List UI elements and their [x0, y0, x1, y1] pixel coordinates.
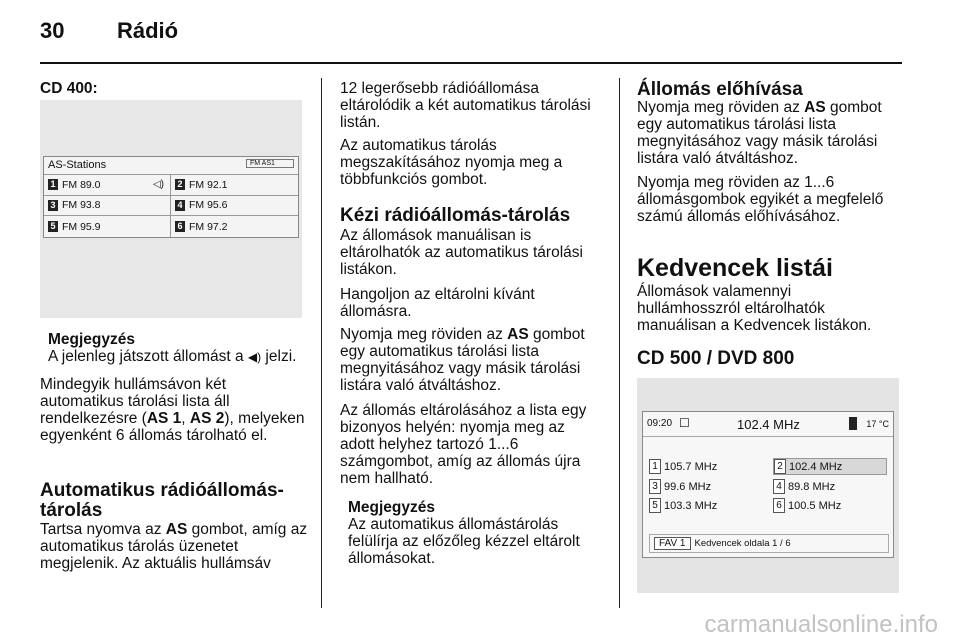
cd500-display — [642, 411, 894, 558]
station-list — [649, 458, 887, 513]
manual-store-heading: Kézi rádióállomás-tárolás — [340, 205, 571, 226]
as-stations-title: AS-Stations — [48, 159, 107, 171]
watermark: carmanualsonline.info — [704, 611, 938, 638]
station-label: FM 95.6 — [189, 199, 228, 212]
station-label: 100.5 MHz — [788, 499, 842, 512]
thermometer-icon — [849, 417, 857, 430]
speaker-icon: ◁) — [152, 179, 164, 191]
para-press-as — [340, 326, 602, 394]
station-5[interactable] — [44, 216, 171, 237]
station-num: 5 — [48, 221, 58, 232]
station-label: FM 89.0 — [62, 178, 101, 191]
station-3[interactable] — [44, 196, 171, 217]
as-label: AS — [804, 99, 826, 116]
para-favourites: Állomások valamennyi hullámhosszról eltárolhatók manuálisan a Kedvencek listákon. — [637, 283, 872, 334]
column-divider-1 — [321, 78, 322, 608]
as-tag: FM AS1 — [246, 159, 294, 168]
station-2-selected[interactable] — [773, 458, 887, 475]
note-text-pre: A jelenleg játszott állomást a — [48, 348, 248, 365]
station-num: 4 — [773, 479, 785, 494]
para-recall — [637, 99, 902, 167]
text-run: Mindegyik hullámsávon két automatikus tárolási lista áll rendelkezésre ( — [40, 376, 230, 427]
as1-label: AS 1 — [146, 410, 182, 427]
station-label: FM 93.8 — [62, 199, 101, 212]
cd500-heading: CD 500 / DVD 800 — [637, 348, 795, 369]
station-num: 2 — [175, 179, 185, 190]
station-num: 6 — [175, 221, 185, 232]
station-num: 2 — [774, 459, 786, 474]
text-run: gombot egy automatikus tárolási lista megnyitásához vagy másik tárolási listára való átváltáshoz. — [340, 326, 585, 394]
para-recall-buttons: Nyomja meg röviden az 1...6 állomásgombok egyikét a megfelelő számú állomás előhívásához. — [637, 174, 884, 225]
station-label: 105.7 MHz — [664, 460, 718, 473]
station-6[interactable] — [171, 216, 298, 237]
text-run: Nyomja meg röviden az — [340, 326, 508, 343]
heading-line-2: tárolás — [40, 500, 103, 521]
phone-icon: ☐ — [679, 416, 690, 430]
as-label: AS — [165, 521, 188, 538]
station-label: FM 95.9 — [62, 220, 101, 233]
station-label: 89.8 MHz — [788, 480, 836, 493]
speaker-icon: ◀) — [247, 350, 262, 364]
text-run: ), melyeken egyenként 6 állomás tárolható el. — [40, 410, 305, 444]
fav-button[interactable]: FAV 1 — [654, 537, 691, 550]
temperature: 17 °C — [866, 419, 889, 429]
station-num: 5 — [649, 498, 661, 513]
text-run: , — [181, 410, 190, 427]
column-divider-2 — [619, 78, 620, 608]
station-grid — [44, 175, 298, 237]
station-label: 103.3 MHz — [664, 499, 718, 512]
station-4[interactable] — [773, 479, 887, 494]
note-heading-2: Megjegyzés — [348, 499, 436, 516]
favourites-bar — [649, 534, 889, 553]
favourites-heading: Kedvencek listái — [637, 254, 833, 282]
cd500-screen-image — [637, 378, 899, 593]
station-num: 1 — [48, 179, 58, 190]
station-num: 4 — [175, 200, 185, 211]
cd400-heading: CD 400: — [40, 80, 98, 97]
station-label: 99.6 MHz — [664, 480, 712, 493]
clock: 09:20 — [647, 418, 673, 429]
station-num: 3 — [48, 200, 58, 211]
para-abort: Az automatikus tárolás megszakításához nyomja meg a többfunkciós gombot. — [340, 137, 563, 188]
para-store-position: Az állomás eltárolásához a lista egy bizonyos helyén: nyomja meg az adott helyhez tartozó 1...6 számgombot, amíg az állomás újra nem hallható. — [340, 402, 587, 487]
display-topbar — [643, 412, 893, 437]
station-2[interactable] — [171, 175, 298, 196]
note-text — [48, 348, 318, 366]
station-1[interactable] — [649, 458, 773, 475]
para-tune: Hangoljon az eltárolni kívánt állomásra. — [340, 286, 535, 320]
as-label: AS — [507, 326, 529, 343]
auto-store-heading — [40, 481, 312, 521]
station-num: 1 — [649, 459, 661, 474]
page-number: 30 — [40, 18, 65, 43]
station-label: FM 92.1 — [189, 178, 228, 191]
para-auto-store — [40, 521, 312, 572]
recall-heading: Állomás előhívása — [637, 79, 803, 100]
station-label: 102.4 MHz — [789, 460, 843, 473]
note-text-post: jelzi. — [261, 348, 297, 365]
current-frequency: 102.4 MHz — [737, 417, 800, 432]
text-run: gombot, amíg az automatikus tárolás üzenetet megjelenik. Az aktuális hullámsáv — [40, 521, 308, 572]
cd400-screen-image — [40, 100, 302, 318]
as2-label: AS 2 — [189, 410, 225, 427]
text-run: Tartsa nyomva az — [40, 521, 166, 538]
page-title: Rádió — [117, 18, 179, 43]
fav-page-text: Kedvencek oldala 1 / 6 — [694, 538, 791, 549]
para-strongest: 12 legerősebb rádióállomása eltárolódik a két automatikus tárolási listán. — [340, 80, 591, 131]
station-label: FM 97.2 — [189, 220, 228, 233]
station-1[interactable] — [44, 175, 171, 196]
station-num: 3 — [649, 479, 661, 494]
para-two-lists — [40, 376, 312, 444]
text-run: gombot egy automatikus tárolási lista megnyitásához vagy másik tárolási listára való átváltáshoz. — [637, 99, 882, 167]
station-num: 6 — [773, 498, 785, 513]
header-rule — [40, 62, 902, 64]
para-manual: Az állomások manuálisan is eltárolhatók az automatikus tárolási listákon. — [340, 227, 583, 278]
as-stations-display — [43, 156, 299, 238]
note-heading: Megjegyzés — [48, 331, 136, 348]
station-4[interactable] — [171, 196, 298, 217]
note-text-2: Az automatikus állomástárolás felülírja az előzőleg kézzel eltárolt állomásokat. — [348, 516, 580, 567]
station-5[interactable] — [649, 498, 773, 513]
station-3[interactable] — [649, 479, 773, 494]
station-6[interactable] — [773, 498, 887, 513]
text-run: Nyomja meg röviden az — [637, 99, 805, 116]
heading-line-1: Automatikus rádióállomás- — [40, 480, 284, 501]
